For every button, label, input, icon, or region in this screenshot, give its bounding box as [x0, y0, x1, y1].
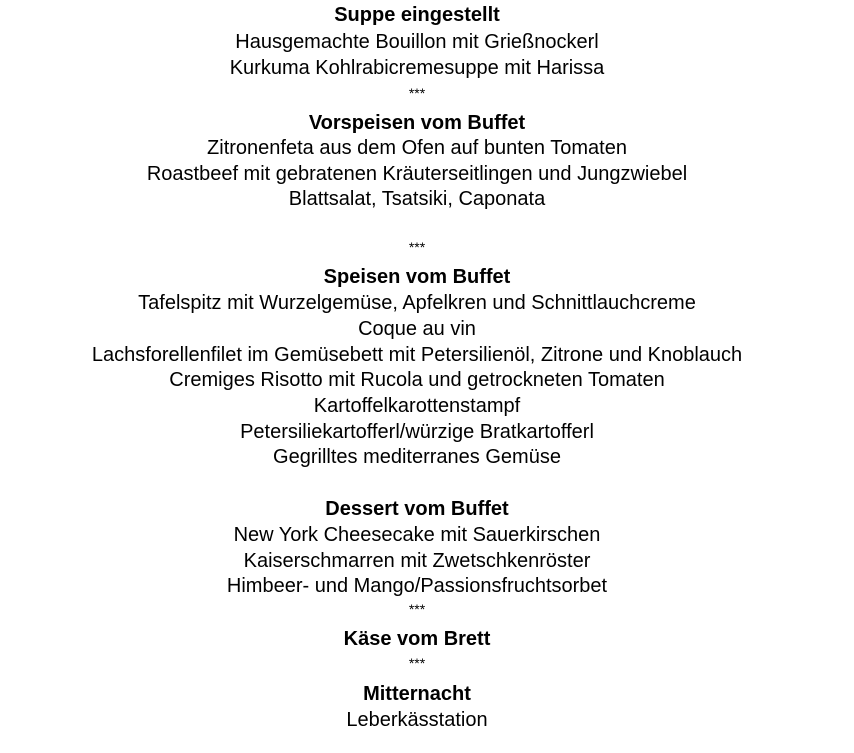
menu-item: Coque au vin [358, 318, 476, 340]
menu-item: Himbeer- und Mango/Passionsfruchtsorbet [226, 575, 608, 597]
menu-item: Leberkässtation [346, 709, 488, 731]
separator: *** [408, 601, 426, 617]
menu-item: Gegrilltes mediterranes Gemüse [273, 446, 561, 468]
separator: *** [408, 85, 426, 101]
section-heading-midnight: Mitternacht [363, 683, 471, 705]
menu-item: Petersiliekartofferl/würzige Bratkartofferl [240, 421, 594, 443]
menu-item: Kartoffelkarottenstampf [313, 395, 521, 417]
separator: *** [408, 655, 426, 671]
section-heading-mains: Speisen vom Buffet [323, 266, 511, 288]
menu-item: Hausgemachte Bouillon mit Grießnockerl [235, 31, 599, 53]
menu-item: Blattsalat, Tsatsiki, Caponata [288, 188, 546, 210]
menu-item: Cremiges Risotto mit Rucola und getrockneten Tomaten [169, 369, 665, 391]
menu-item: Lachsforellenfilet im Gemüsebett mit Petersilienöl, Zitrone und Knoblauch [91, 344, 743, 366]
menu-item: Kaiserschmarren mit Zwetschkenröster [243, 550, 591, 572]
menu-item: Roastbeef mit gebratenen Kräuterseitlingen und Jungzwiebel [146, 163, 688, 185]
separator: *** [408, 239, 426, 255]
section-heading-dessert: Dessert vom Buffet [325, 498, 509, 520]
menu-item: Tafelspitz mit Wurzelgemüse, Apfelkren und Schnittlauchcreme [138, 292, 696, 314]
menu-item: Zitronenfeta aus dem Ofen auf bunten Tomaten [207, 137, 627, 159]
section-heading-soup: Suppe eingestellt [334, 4, 500, 26]
section-heading-cheese: Käse vom Brett [343, 628, 491, 650]
menu-item: New York Cheesecake mit Sauerkirschen [233, 524, 601, 546]
section-heading-starters: Vorspeisen vom Buffet [308, 112, 526, 134]
menu-item: Kurkuma Kohlrabicremesuppe mit Harissa [229, 57, 605, 79]
